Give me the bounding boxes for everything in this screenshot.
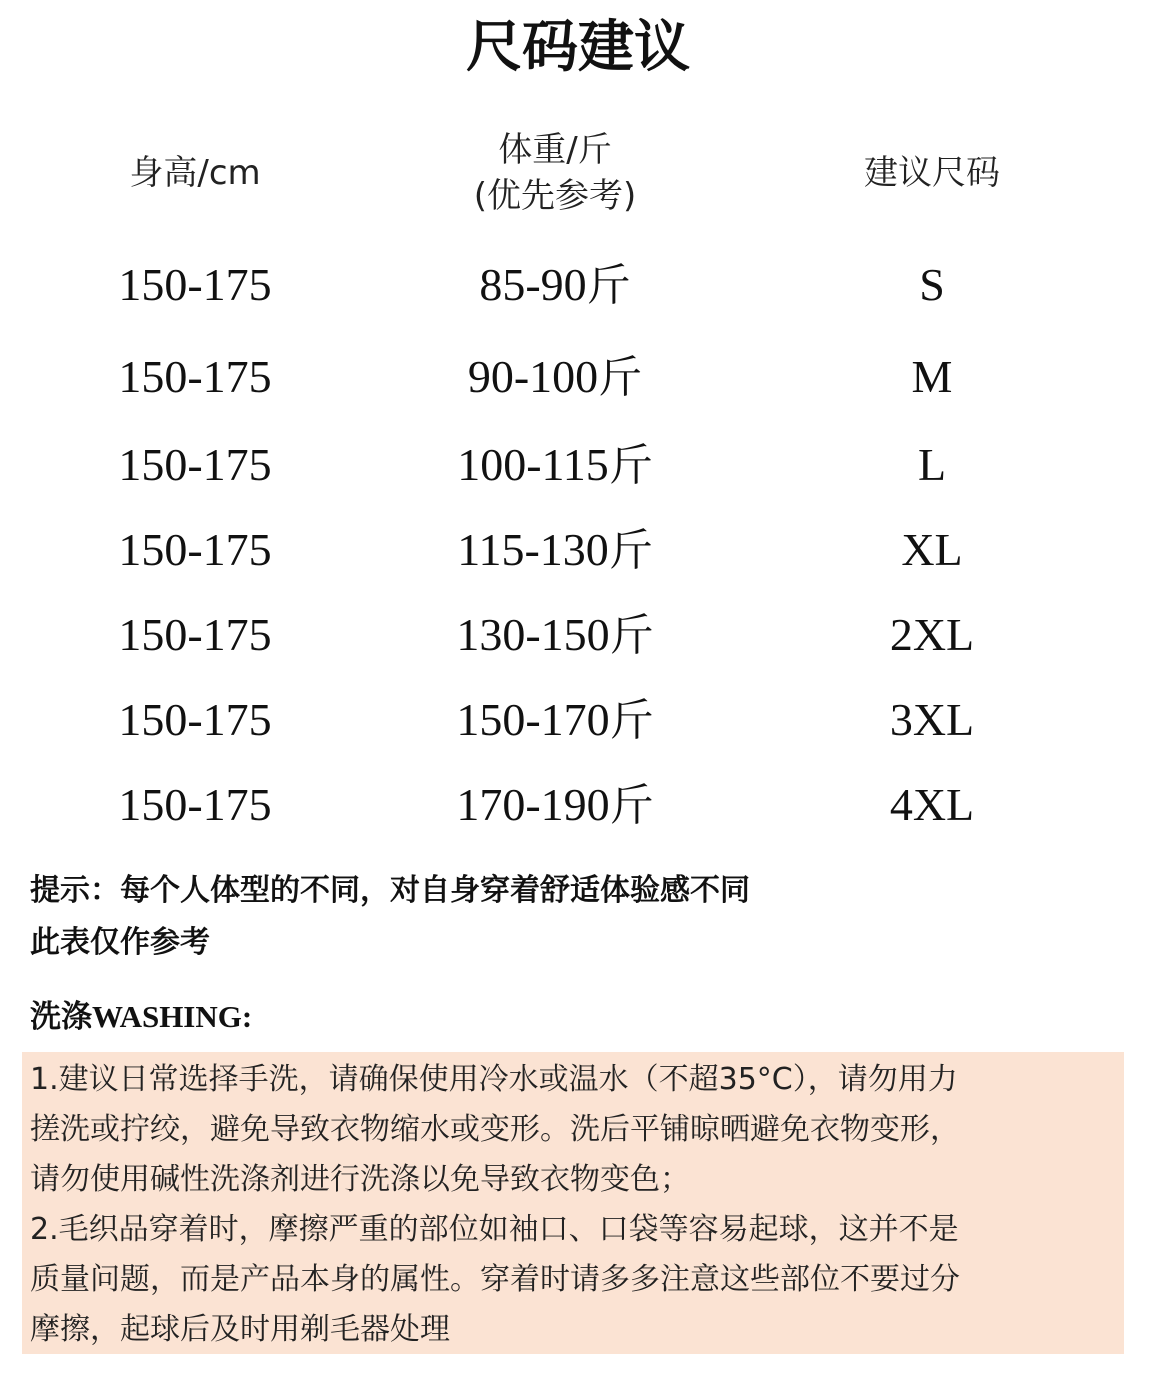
table-row [0, 685, 1156, 755]
weight-unit: 斤 [609, 695, 654, 746]
table-header [0, 118, 1156, 228]
size-cell: 4XL [889, 779, 975, 830]
care-line: 请勿使用碱性洗涤剂进行洗涤以免导致衣物变色； [30, 1162, 690, 1197]
washing-heading-cn: 洗涤 [30, 999, 92, 1035]
care-instructions [30, 1055, 1120, 1355]
care-line: 搓洗或拧绞，避免导致衣物缩水或变形。洗后平铺晾晒避免衣物变形， [30, 1112, 960, 1147]
weight-cell [405, 515, 705, 585]
height-cell: 150-175 [118, 524, 272, 575]
table-row [0, 600, 1156, 670]
weight-value: 100-115 [457, 439, 609, 490]
weight-value: 85-90 [479, 259, 587, 310]
weight-cell [405, 430, 705, 500]
page-title: 尺码建议 [466, 15, 690, 80]
weight-unit: 斤 [609, 610, 654, 661]
size-cell: S [919, 259, 945, 310]
weight-cell [405, 342, 705, 412]
care-line: 2.毛织品穿着时，摩擦严重的部位如袖口、口袋等容易起球，这并不是 [30, 1212, 959, 1247]
table-row [0, 342, 1156, 412]
size-cell: M [911, 351, 953, 402]
weight-unit: 斤 [609, 780, 654, 831]
height-cell: 150-175 [118, 351, 272, 402]
weight-cell [405, 770, 705, 840]
tip-line: 提示：每个人体型的不同，对自身穿着舒适体验感不同 [30, 873, 750, 908]
care-line: 1.建议日常选择手洗，请确保使用冷水或温水（不超35°C），请勿用力 [30, 1062, 958, 1097]
header-height [45, 118, 345, 228]
header-weight-label: 体重/斤 [498, 130, 612, 170]
weight-unit: 斤 [586, 260, 631, 311]
tip-line: 此表仅作参考 [30, 925, 210, 960]
height-cell: 150-175 [118, 439, 272, 490]
weight-value: 170-190 [456, 779, 610, 830]
height-cell: 150-175 [118, 259, 272, 310]
header-size [782, 118, 1082, 228]
washing-heading-en: WASHING: [92, 999, 253, 1034]
size-cell: 3XL [889, 694, 975, 745]
header-weight-note: (优先参考) [473, 176, 637, 216]
weight-cell [405, 685, 705, 755]
care-line: 摩擦，起球后及时用剃毛器处理 [30, 1312, 450, 1347]
weight-cell [405, 250, 705, 320]
table-row [0, 515, 1156, 585]
weight-value: 130-150 [456, 609, 610, 660]
table-row [0, 770, 1156, 840]
table-row [0, 250, 1156, 320]
care-instructions-box [22, 1052, 1124, 1354]
size-cell: XL [901, 524, 963, 575]
washing-heading [30, 992, 252, 1042]
header-size-label: 建议尺码 [864, 153, 1000, 193]
weight-unit: 斤 [598, 352, 643, 403]
weight-unit: 斤 [608, 525, 653, 576]
care-line: 质量问题，而是产品本身的属性。穿着时请多多注意这些部位不要过分 [30, 1262, 960, 1297]
table-row [0, 430, 1156, 500]
height-cell: 150-175 [118, 779, 272, 830]
weight-cell [405, 600, 705, 670]
size-cell: 2XL [889, 609, 975, 660]
size-tip [30, 865, 1130, 969]
size-cell: L [917, 439, 947, 490]
height-cell: 150-175 [118, 609, 272, 660]
height-cell: 150-175 [118, 694, 272, 745]
header-height-label: 身高/cm [129, 153, 261, 193]
weight-value: 150-170 [456, 694, 610, 745]
weight-value: 115-130 [457, 524, 609, 575]
weight-value: 90-100 [467, 351, 599, 402]
header-weight [405, 118, 705, 228]
weight-unit: 斤 [608, 440, 653, 491]
